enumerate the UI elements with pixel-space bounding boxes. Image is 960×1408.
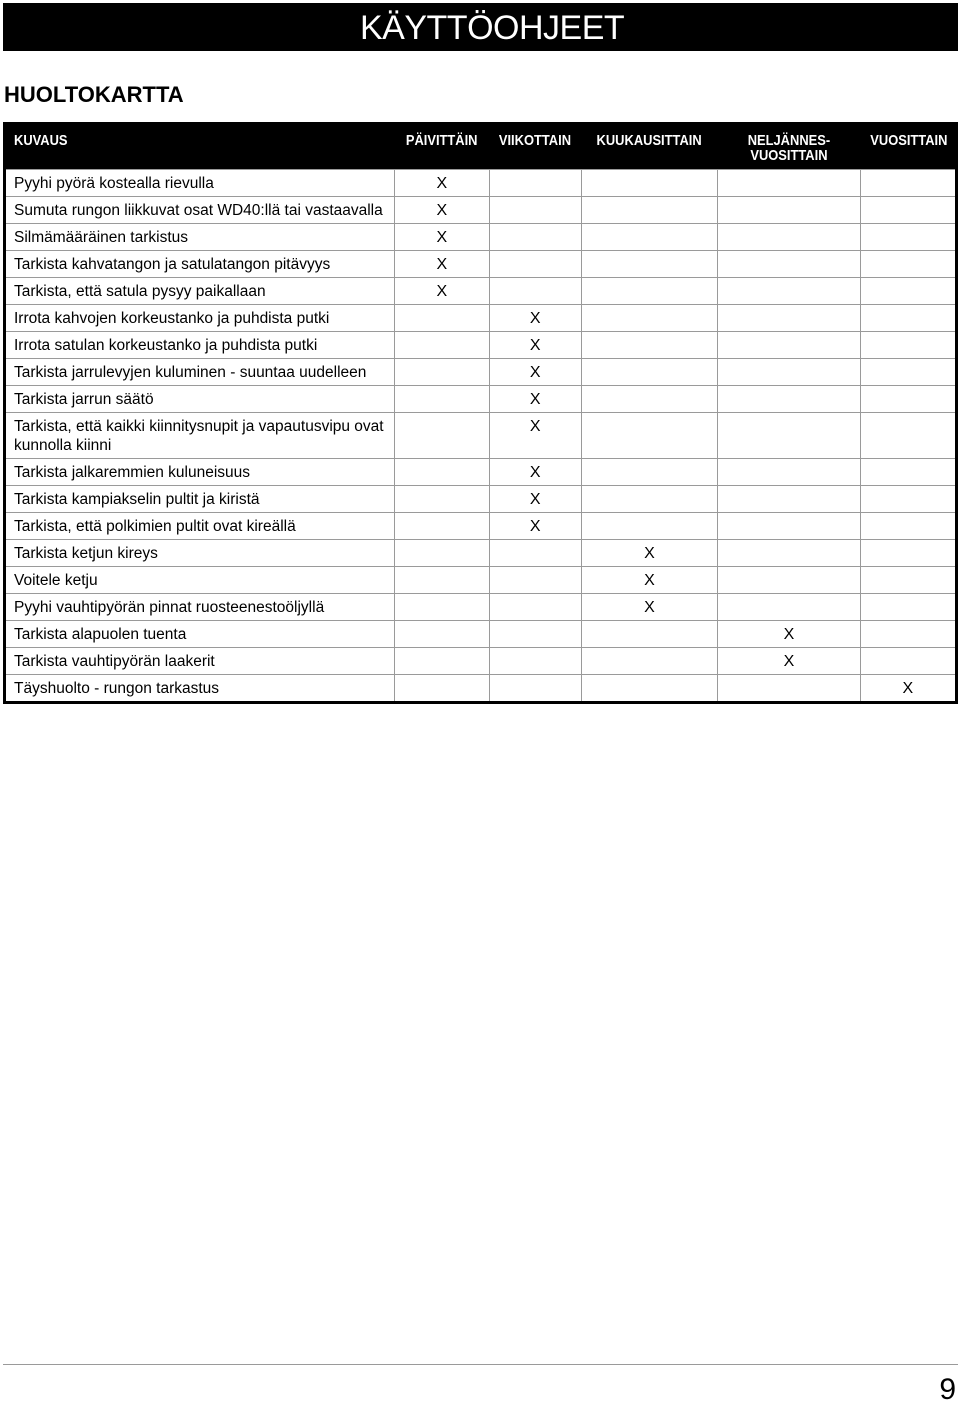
table-cell-daily <box>395 359 489 386</box>
table-cell-quarterly <box>718 170 860 197</box>
table-cell-quarterly <box>718 305 860 332</box>
table-cell-yearly <box>860 648 956 675</box>
table-cell-daily <box>395 594 489 621</box>
table-cell-yearly <box>860 594 956 621</box>
table-cell-description: Täyshuolto - rungon tarkastus <box>5 675 395 703</box>
table-row <box>5 251 957 278</box>
table-cell-quarterly <box>718 675 860 703</box>
table-row <box>5 540 957 567</box>
table-cell-daily: X <box>395 197 489 224</box>
maintenance-table <box>3 122 958 704</box>
table-cell-yearly <box>860 513 956 540</box>
table-cell-description: Tarkista kahvatangon ja satulatangon pitävyys <box>5 251 395 278</box>
table-cell-daily <box>395 332 489 359</box>
table-row <box>5 675 957 703</box>
table-cell-monthly: X <box>581 594 717 621</box>
table-cell-weekly <box>489 170 581 197</box>
table-cell-yearly <box>860 305 956 332</box>
table-cell-weekly <box>489 278 581 305</box>
table-cell-monthly <box>581 648 717 675</box>
table-cell-monthly <box>581 305 717 332</box>
table-cell-quarterly <box>718 486 860 513</box>
table-cell-quarterly <box>718 197 860 224</box>
table-cell-description: Tarkista jarrun säätö <box>5 386 395 413</box>
table-row <box>5 621 957 648</box>
table-cell-yearly <box>860 386 956 413</box>
table-cell-quarterly <box>718 359 860 386</box>
table-cell-yearly <box>860 486 956 513</box>
table-row <box>5 386 957 413</box>
table-cell-yearly <box>860 459 956 486</box>
table-cell-quarterly <box>718 540 860 567</box>
table-cell-description: Irrota satulan korkeustanko ja puhdista putki <box>5 332 395 359</box>
table-cell-daily <box>395 413 489 459</box>
table-cell-monthly <box>581 224 717 251</box>
table-cell-monthly <box>581 486 717 513</box>
table-cell-weekly <box>489 197 581 224</box>
table-cell-weekly <box>489 621 581 648</box>
table-cell-weekly <box>489 224 581 251</box>
table-cell-yearly <box>860 278 956 305</box>
table-cell-weekly <box>489 540 581 567</box>
table-cell-daily <box>395 648 489 675</box>
table-cell-yearly <box>860 359 956 386</box>
table-cell-quarterly <box>718 278 860 305</box>
table-cell-quarterly <box>718 459 860 486</box>
table-cell-daily <box>395 459 489 486</box>
table-cell-yearly <box>860 224 956 251</box>
table-cell-weekly <box>489 594 581 621</box>
table-cell-daily <box>395 486 489 513</box>
maintenance-table-wrapper <box>3 122 958 704</box>
table-cell-daily <box>395 513 489 540</box>
table-cell-weekly <box>489 648 581 675</box>
table-cell-quarterly <box>718 251 860 278</box>
table-cell-weekly <box>489 675 581 703</box>
table-row <box>5 648 957 675</box>
table-cell-daily: X <box>395 278 489 305</box>
table-cell-description: Tarkista, että polkimien pultit ovat kireällä <box>5 513 395 540</box>
table-cell-description: Sumuta rungon liikkuvat osat WD40:llä tai vastaavalla <box>5 197 395 224</box>
table-row <box>5 513 957 540</box>
table-row <box>5 224 957 251</box>
table-cell-daily <box>395 305 489 332</box>
table-cell-yearly <box>860 170 956 197</box>
table-cell-weekly: X <box>489 513 581 540</box>
column-header-yearly: VUOSITTAIN <box>860 124 956 170</box>
table-cell-yearly <box>860 251 956 278</box>
column-header-description: KUVAUS <box>5 124 395 170</box>
table-cell-weekly: X <box>489 305 581 332</box>
table-row <box>5 170 957 197</box>
column-header-daily: PÄIVITTÄIN <box>395 124 489 170</box>
page-title: KÄYTTÖOHJEET <box>360 9 625 47</box>
table-cell-description: Tarkista jarrulevyjen kuluminen - suuntaa uudelleen <box>5 359 395 386</box>
table-cell-monthly <box>581 621 717 648</box>
table-cell-description: Silmämääräinen tarkistus <box>5 224 395 251</box>
table-cell-quarterly <box>718 413 860 459</box>
table-cell-monthly <box>581 386 717 413</box>
table-cell-quarterly <box>718 386 860 413</box>
table-cell-weekly: X <box>489 413 581 459</box>
table-cell-description: Tarkista jalkaremmien kuluneisuus <box>5 459 395 486</box>
table-cell-description: Voitele ketju <box>5 567 395 594</box>
table-cell-daily: X <box>395 224 489 251</box>
table-cell-monthly <box>581 197 717 224</box>
table-cell-yearly: X <box>860 675 956 703</box>
table-cell-monthly <box>581 278 717 305</box>
table-cell-monthly <box>581 359 717 386</box>
table-cell-monthly <box>581 170 717 197</box>
section-title: HUOLTOKARTTA <box>4 82 184 107</box>
table-body <box>5 170 957 703</box>
table-cell-yearly <box>860 332 956 359</box>
table-cell-weekly <box>489 567 581 594</box>
table-cell-description: Tarkista, että kaikki kiinnitysnupit ja vapautusvipu ovat kunnolla kiinni <box>5 413 395 459</box>
table-cell-yearly <box>860 567 956 594</box>
table-cell-yearly <box>860 540 956 567</box>
table-cell-daily <box>395 540 489 567</box>
table-cell-description: Tarkista vauhtipyörän laakerit <box>5 648 395 675</box>
table-cell-weekly: X <box>489 359 581 386</box>
table-cell-weekly <box>489 251 581 278</box>
table-cell-monthly <box>581 251 717 278</box>
table-cell-weekly: X <box>489 459 581 486</box>
table-cell-description: Pyyhi vauhtipyörän pinnat ruosteenestoöljyllä <box>5 594 395 621</box>
table-cell-quarterly <box>718 332 860 359</box>
table-cell-yearly <box>860 413 956 459</box>
table-row <box>5 197 957 224</box>
table-cell-quarterly: X <box>718 648 860 675</box>
column-header-quarterly: NELJÄNNES- VUOSITTAIN <box>718 124 860 170</box>
table-cell-description: Tarkista ketjun kireys <box>5 540 395 567</box>
table-cell-weekly: X <box>489 486 581 513</box>
table-cell-quarterly <box>718 567 860 594</box>
column-header-monthly: KUUKAUSITTAIN <box>581 124 717 170</box>
table-cell-quarterly <box>718 594 860 621</box>
table-cell-description: Tarkista alapuolen tuenta <box>5 621 395 648</box>
table-cell-daily <box>395 621 489 648</box>
table-row <box>5 486 957 513</box>
table-cell-daily: X <box>395 170 489 197</box>
table-cell-yearly <box>860 621 956 648</box>
header-bar <box>3 3 958 51</box>
table-cell-monthly <box>581 675 717 703</box>
table-cell-description: Pyyhi pyörä kostealla rievulla <box>5 170 395 197</box>
table-cell-monthly <box>581 413 717 459</box>
table-row <box>5 359 957 386</box>
column-header-weekly: VIIKOTTAIN <box>489 124 581 170</box>
table-cell-daily <box>395 386 489 413</box>
table-cell-daily: X <box>395 251 489 278</box>
page-number: 9 <box>939 1373 956 1406</box>
table-row <box>5 459 957 486</box>
table-cell-description: Tarkista, että satula pysyy paikallaan <box>5 278 395 305</box>
table-header-row <box>5 124 957 170</box>
table-cell-yearly <box>860 197 956 224</box>
table-row <box>5 567 957 594</box>
table-cell-monthly: X <box>581 567 717 594</box>
table-cell-quarterly <box>718 513 860 540</box>
table-cell-monthly <box>581 459 717 486</box>
table-row <box>5 594 957 621</box>
footer-divider <box>3 1364 958 1365</box>
table-cell-weekly: X <box>489 386 581 413</box>
table-cell-weekly: X <box>489 332 581 359</box>
table-cell-daily <box>395 675 489 703</box>
table-cell-monthly <box>581 513 717 540</box>
table-cell-daily <box>395 567 489 594</box>
table-cell-monthly: X <box>581 540 717 567</box>
table-cell-description: Irrota kahvojen korkeustanko ja puhdista putki <box>5 305 395 332</box>
table-cell-quarterly <box>718 224 860 251</box>
table-row <box>5 278 957 305</box>
table-row <box>5 305 957 332</box>
table-row <box>5 413 957 459</box>
table-row <box>5 332 957 359</box>
table-cell-quarterly: X <box>718 621 860 648</box>
table-cell-description: Tarkista kampiakselin pultit ja kiristä <box>5 486 395 513</box>
table-cell-monthly <box>581 332 717 359</box>
